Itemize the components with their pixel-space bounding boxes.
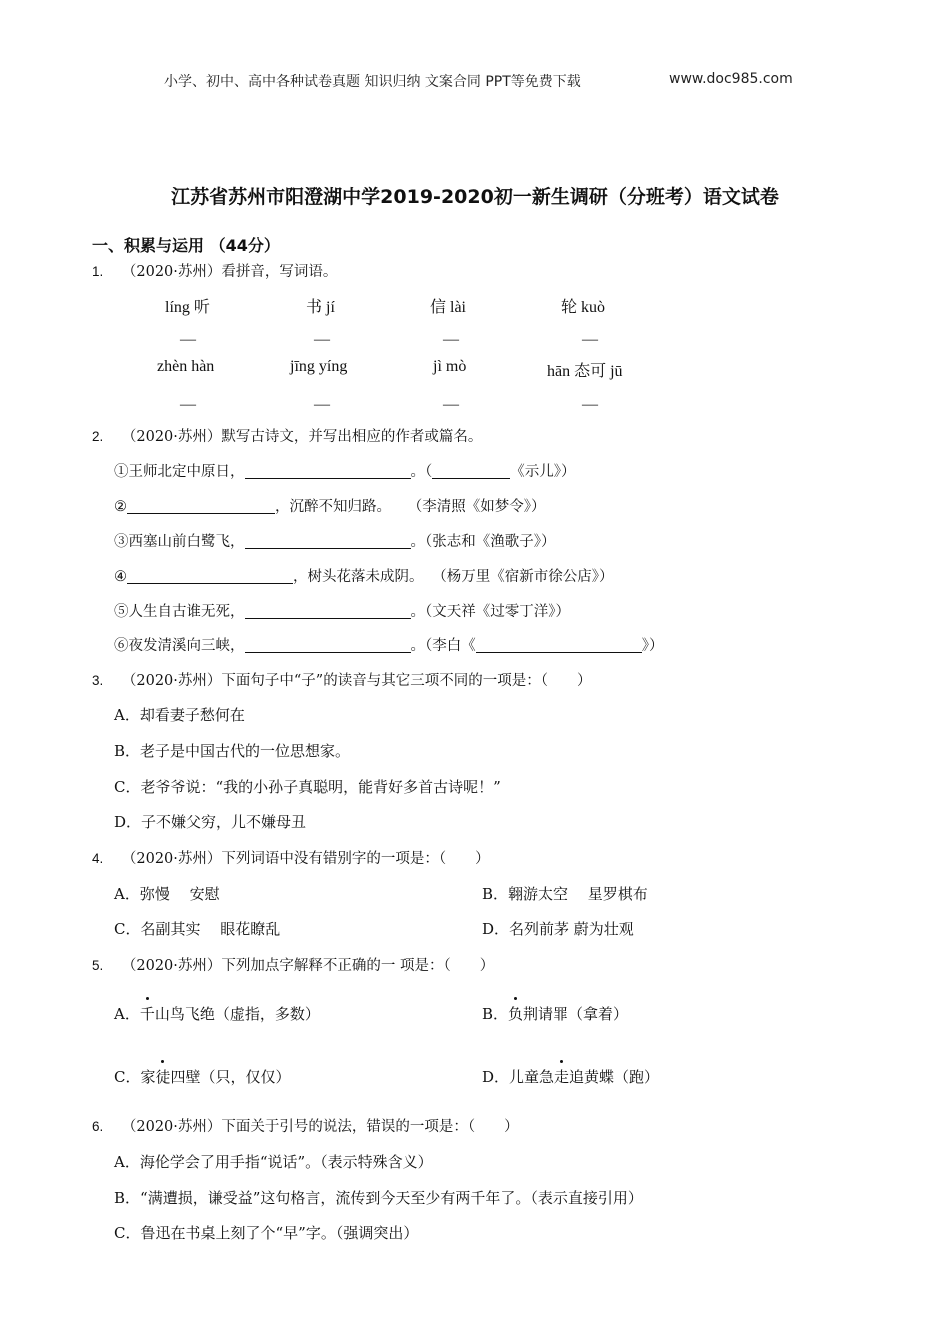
option-b[interactable]: B．老子是中国古代的一位思想家。 <box>114 742 351 760</box>
question-text: 默写古诗文，并写出相应的作者或篇名。 <box>221 429 483 445</box>
pinyin-item: 轮 kuò <box>561 299 606 316</box>
question-number: 6. <box>92 1119 104 1134</box>
question-text: 下面关于引号的说法，错误的一项是：（ ） <box>221 1119 519 1135</box>
pinyin-item: jīng yíng <box>290 358 348 375</box>
poem-text: 。（李白《 <box>410 638 476 654</box>
option-c[interactable]: C．鲁迅在书桌上刻了个“早”字。（强调突出） <box>114 1224 419 1242</box>
pinyin-item: jì mò <box>433 358 467 375</box>
exam-title: 江苏省苏州市阳澄湖中学2019-2020初一新生调研（分班考）语文试卷 <box>171 186 779 208</box>
poem-line-4 <box>114 565 614 586</box>
poem-line-3 <box>114 530 556 551</box>
emphasis-dot-char: 负 <box>508 1005 524 1023</box>
answer-blank[interactable]: — <box>582 331 598 348</box>
emphasis-dot-char: 走 <box>554 1068 570 1086</box>
question-tag: （2020·苏州） <box>121 851 222 867</box>
poem-line-1 <box>114 460 576 481</box>
answer-blank[interactable]: — <box>443 396 459 413</box>
emphasis-dot-char: 徒 <box>155 1068 171 1086</box>
poem-text: ⑤人生自古谁无死， <box>114 604 245 620</box>
question-number: 2. <box>92 429 104 444</box>
pinyin-item: líng 听 <box>165 299 210 316</box>
fill-blank[interactable] <box>127 497 275 514</box>
poem-line-6 <box>114 634 664 655</box>
question-2-stem <box>92 425 482 446</box>
pinyin-item: 书 jí <box>306 299 335 316</box>
answer-blank[interactable]: — <box>314 396 330 413</box>
poem-text: ⑥夜发清溪向三峡， <box>114 638 245 654</box>
question-text: 下列词语中没有错别字的一项是：（ ） <box>221 851 490 867</box>
question-number: 3. <box>92 673 104 688</box>
option-d[interactable]: D．名列前茅 蔚为壮观 <box>482 920 634 938</box>
pinyin-item: 信 lài <box>430 299 466 316</box>
header-site-link[interactable]: www.doc985.com <box>669 71 793 87</box>
question-text: 下面句子中“子”的读音与其它三项不同的一项是：（ ） <box>221 673 592 689</box>
question-1-stem <box>92 260 337 281</box>
option-b[interactable]: B．“满遭损，谦受益”这句格言，流传到今天至少有两千年了。（表示直接引用） <box>114 1189 643 1207</box>
question-number: 1. <box>92 264 104 279</box>
answer-blank[interactable]: — <box>180 396 196 413</box>
question-text: 看拼音，写词语。 <box>221 264 338 280</box>
fill-blank[interactable] <box>127 567 293 584</box>
option-c[interactable]: C．家徒四壁（只，仅仅） <box>114 1068 291 1086</box>
question-tag: （2020·苏州） <box>121 673 222 689</box>
poem-text: ③西塞山前白鹭飞， <box>114 534 245 550</box>
option-c[interactable]: C．老爷爷说：“我的小孙子真聪明，能背好多首古诗呢！” <box>114 778 501 796</box>
poem-text: ①王师北定中原日， <box>114 464 245 480</box>
answer-blank[interactable]: — <box>443 331 459 348</box>
emphasis-dot-char: 千 <box>139 1005 155 1023</box>
question-5-stem <box>92 954 494 975</box>
poem-text: ④ <box>114 569 127 585</box>
option-a[interactable]: A．弥慢 安慰 <box>114 885 220 903</box>
option-d[interactable]: D．子不嫌父穷，儿不嫌母丑 <box>114 813 307 831</box>
poem-line-5 <box>114 600 570 621</box>
question-number: 4. <box>92 851 104 866</box>
option-c[interactable]: C．名副其实 眼花瞭乱 <box>114 920 281 938</box>
option-a[interactable]: A．海伦学会了用手指“说话”。（表示特殊含义） <box>114 1153 433 1171</box>
option-a[interactable]: A．却看妻子愁何在 <box>114 706 245 724</box>
question-number: 5. <box>92 958 104 973</box>
poem-text: ② <box>114 499 127 515</box>
question-tag: （2020·苏州） <box>121 264 222 280</box>
poem-source: （杨万里《宿新市徐公店》） <box>439 569 614 585</box>
answer-blank[interactable]: — <box>314 331 330 348</box>
fill-blank[interactable] <box>432 462 510 479</box>
header-text: 小学、初中、高中各种试卷真题 知识归纳 文案合同 PPT等免费下载 <box>164 74 581 90</box>
poem-source: 。（文天祥《过零丁洋》） <box>410 604 570 620</box>
fill-blank[interactable] <box>245 636 411 653</box>
fill-blank[interactable] <box>476 636 642 653</box>
pinyin-item: zhèn hàn <box>157 358 215 375</box>
poem-text: ，树头花落未成阴。 <box>293 569 424 585</box>
fill-blank[interactable] <box>245 602 411 619</box>
fill-blank[interactable] <box>245 462 411 479</box>
poem-text: ，沉醉不知归路。 <box>275 499 391 515</box>
pinyin-item: hān 态可 jū <box>547 363 623 380</box>
option-b[interactable]: B．负荆请罪（拿着） <box>482 1005 629 1023</box>
poem-source: （李清照《如梦令》） <box>415 499 546 515</box>
poem-source: 。（张志和《渔歌子》） <box>410 534 556 550</box>
answer-blank[interactable]: — <box>180 331 196 348</box>
question-4-stem <box>92 847 490 868</box>
question-3-stem <box>92 669 591 690</box>
question-tag: （2020·苏州） <box>121 958 222 974</box>
option-d[interactable]: D．儿童急走追黄蝶（跑） <box>482 1068 660 1086</box>
question-tag: （2020·苏州） <box>121 429 222 445</box>
poem-text: 》） <box>641 638 664 654</box>
fill-blank[interactable] <box>245 532 411 549</box>
question-6-stem <box>92 1115 519 1136</box>
poem-text: 。（ <box>410 464 433 480</box>
question-text: 下列加点字解释不正确的一 项是：（ ） <box>221 958 495 974</box>
answer-blank[interactable]: — <box>582 396 598 413</box>
question-tag: （2020·苏州） <box>121 1119 222 1135</box>
poem-line-2 <box>114 495 546 516</box>
option-a[interactable]: A．千山鸟飞绝（虚指，多数） <box>114 1005 320 1023</box>
poem-source: 《示儿》） <box>510 464 576 480</box>
option-b[interactable]: B．翱游太空 星罗棋布 <box>482 885 648 903</box>
section-heading: 一、积累与运用 （44分） <box>92 236 280 255</box>
